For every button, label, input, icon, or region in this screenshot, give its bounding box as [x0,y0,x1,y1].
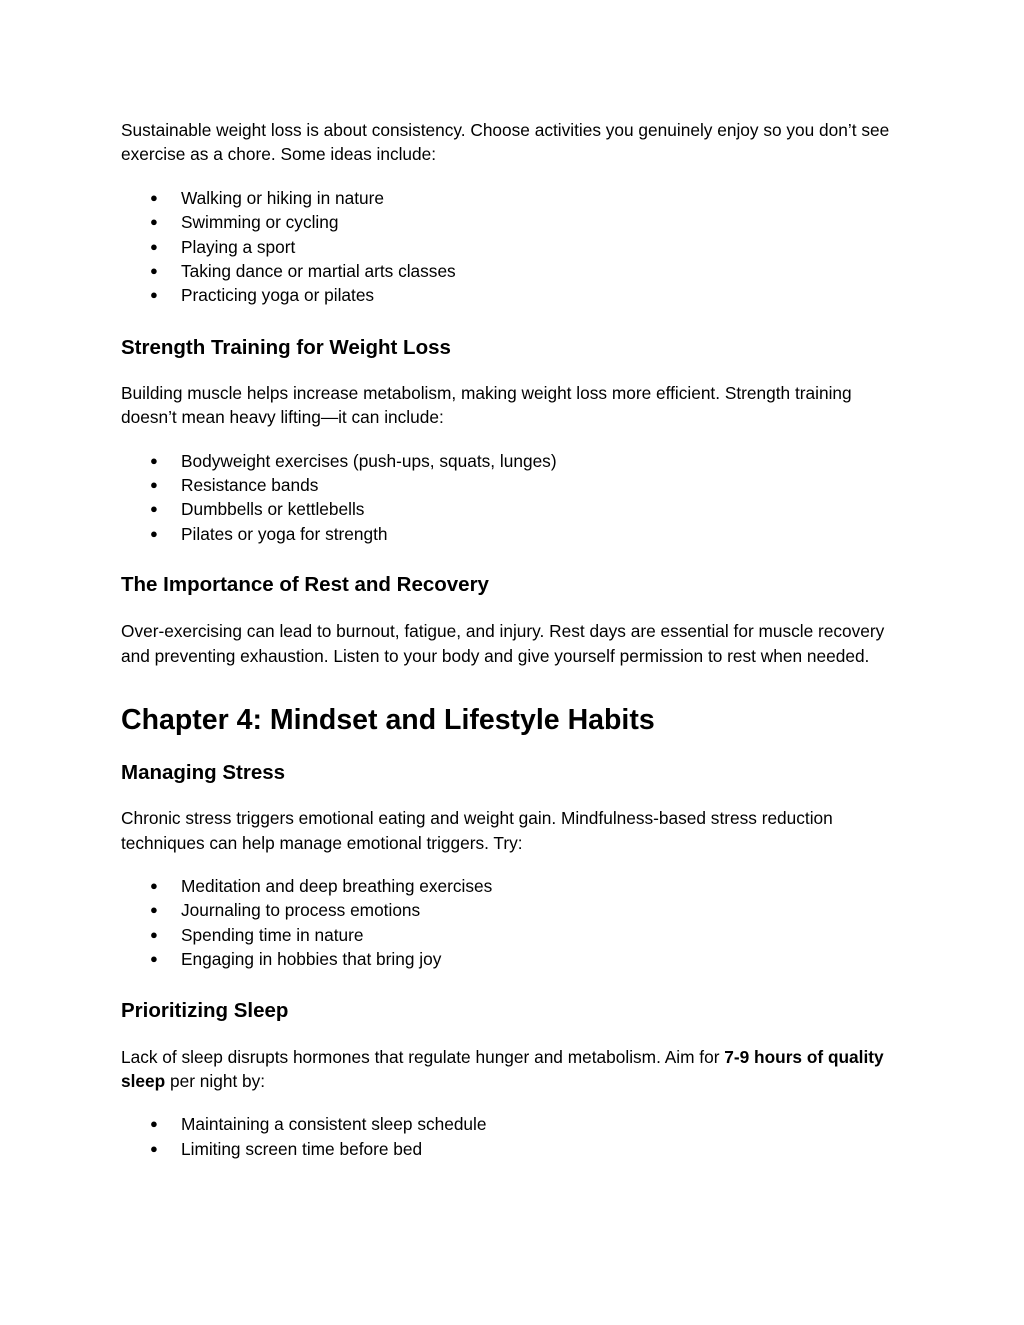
sleep-tips-list [121,1112,911,1161]
stress-techniques-list [121,874,911,972]
list-item: ● Spending time in nature [121,923,911,947]
bullet-icon: ● [150,238,158,254]
bullet-icon: ● [150,1116,158,1132]
strength-training-heading: Strength Training for Weight Loss [121,335,451,359]
list-item: ● Engaging in hobbies that bring joy [121,947,911,971]
bullet-icon: ● [150,477,158,493]
list-item: ● Journaling to process emotions [121,898,911,922]
bullet-icon: ● [150,452,158,468]
intro-paragraph: Sustainable weight loss is about consistency. Choose activities you genuinely enjoy so you don’t see exercise as a chore. Some ideas include: [121,120,890,165]
prioritizing-sleep-heading: Prioritizing Sleep [121,998,289,1022]
managing-stress-heading: Managing Stress [121,761,286,785]
list-item: ● Limiting screen time before bed [121,1137,911,1161]
bullet-icon: ● [150,902,158,918]
chapter-4-title: Chapter 4: Mindset and Lifestyle Habits [121,704,655,737]
list-item: ● Practicing yoga or pilates [121,283,911,307]
bullet-icon: ● [150,501,158,517]
bullet-icon: ● [150,263,158,279]
list-item: ● Meditation and deep breathing exercises [121,874,911,898]
bullet-icon: ● [150,926,158,942]
bullet-icon: ● [150,1140,158,1156]
sleep-hours-emphasis: 7-9 hours of quality sleep [121,1046,884,1091]
list-item: ● Dumbbells or kettlebells [121,497,911,521]
document-page [121,118,911,1161]
list-item: ● Playing a sport [121,235,911,259]
list-item: ● Taking dance or martial arts classes [121,259,911,283]
list-item: ● Walking or hiking in nature [121,186,911,210]
rest-paragraph: Over-exercising can lead to burnout, fatigue, and injury. Rest days are essential for muscle recovery and preventing exhaustion. Listen to your body and give yourself permission to rest when needed. [121,621,885,666]
bullet-icon: ● [150,287,158,303]
list-item: ● Maintaining a consistent sleep schedule [121,1112,911,1136]
stress-paragraph: Chronic stress triggers emotional eating and weight gain. Mindfulness-based stress reduction techniques can help manage emotional triggers. Try: [121,808,833,853]
rest-recovery-heading: The Importance of Rest and Recovery [121,573,489,597]
list-item: ● Bodyweight exercises (push-ups, squats, lunges) [121,449,911,473]
list-item: ● Pilates or yoga for strength [121,522,911,546]
list-item: ● Resistance bands [121,473,911,497]
strength-paragraph: Building muscle helps increase metabolism, making weight loss more efficient. Strength training doesn’t mean heavy lifting—it can include: [121,382,852,428]
strength-list [121,449,911,547]
activity-ideas-list [121,186,911,308]
bullet-icon: ● [150,951,158,967]
list-item: ● Swimming or cycling [121,210,911,234]
bullet-icon: ● [150,189,158,205]
bullet-icon: ● [150,214,158,230]
sleep-paragraph: Lack of sleep disrupts hormones that regulate hunger and metabolism. Aim for 7-9 hours of quality sleep per night by: [121,1046,884,1091]
bullet-icon: ● [150,525,158,541]
bullet-icon: ● [150,877,158,893]
